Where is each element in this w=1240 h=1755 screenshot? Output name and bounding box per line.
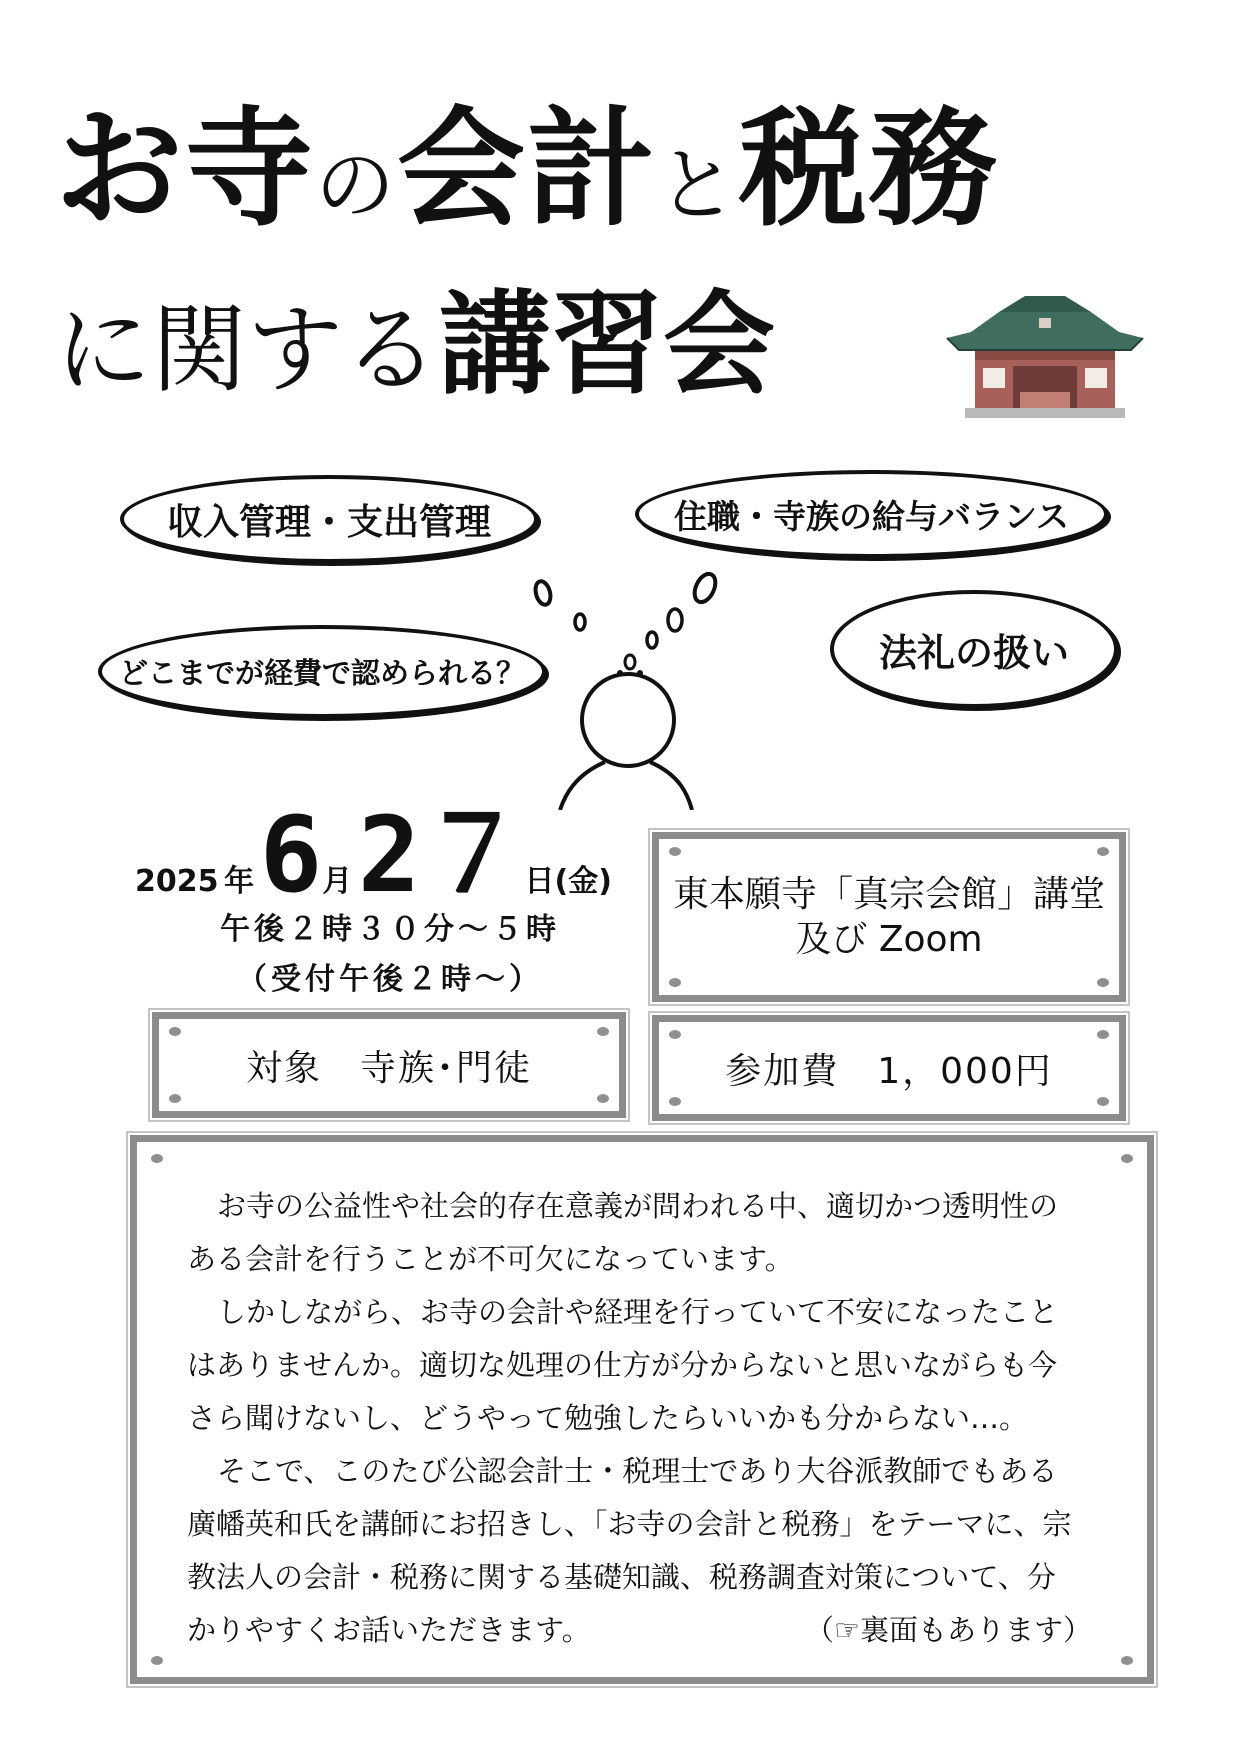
title-text: と (657, 139, 740, 232)
topic-bubble: どこまでが経費で認められる？ (98, 625, 546, 718)
month: 6 (259, 794, 323, 916)
thinking-person-illustration (520, 570, 820, 810)
topic-bubble: 収入管理・支出管理 (120, 475, 538, 563)
venue-line: 東本願寺「真宗会館」講堂 (672, 874, 1105, 915)
frame-nail (669, 978, 681, 987)
time-range: 午後２時３０分～５時 (220, 912, 560, 947)
paragraph-line (187, 1604, 1092, 1657)
frame-nail (151, 1154, 163, 1163)
event-date (135, 794, 612, 916)
frame-nail (597, 1094, 609, 1103)
frame-nail (1097, 1030, 1109, 1039)
paragraph-line: はありませんか。適切な処理の仕方が分からないと思いながらも今 (187, 1348, 1058, 1382)
month-unit: 月 (322, 864, 353, 899)
event-time (160, 905, 620, 1005)
frame-nail (169, 1027, 181, 1036)
topic-bubble: 法礼の扱い (830, 590, 1118, 708)
paragraph-last-text: かりやすくお話いただきます。 (187, 1613, 591, 1647)
paragraph-line: 教法人の会計・税務に関する基礎知識、税務調査対策について、分 (187, 1560, 1056, 1594)
temple-illustration (935, 290, 1155, 418)
venue-line: 及び Zoom (795, 919, 983, 960)
frame-nail (169, 1094, 181, 1103)
frame-nail (1097, 1097, 1109, 1106)
frame-nail (669, 847, 681, 856)
title-text: 税務 (739, 95, 1000, 244)
paragraph-line: そこで、このたび公認会計士・税理士であり大谷派教師でもある (217, 1454, 1058, 1488)
year: 2025 (135, 864, 219, 899)
frame-nail (1097, 847, 1109, 856)
reception-time: （受付午後２時～） (237, 962, 543, 997)
title-text: に関する (55, 294, 439, 406)
frame-nail (151, 1656, 163, 1665)
frame-nail (597, 1027, 609, 1036)
paragraph-line: さら聞けないし、どうやって勉強したらいいかも分からない…。 (187, 1401, 1029, 1435)
back-page-note: （☞裏面もあります） (805, 1613, 1092, 1647)
paragraph-line: しかしながら、お寺の会計や経理を行っていて不安になったこと (217, 1295, 1059, 1329)
title-line-1 (55, 95, 999, 261)
target-frame (152, 1012, 626, 1118)
title-text: お寺 (55, 95, 316, 244)
year-unit: 年 (224, 864, 255, 899)
topic-bubble: 住職・寺族の給与バランス (635, 470, 1108, 558)
fee-frame (652, 1015, 1126, 1121)
paragraph-line: お寺の公益性や社会的存在意義が問われる中、適切かつ透明性の (217, 1189, 1059, 1223)
venue-frame (652, 832, 1126, 1002)
day: 2７ (357, 794, 525, 916)
title-line-2 (55, 280, 775, 410)
description-text (187, 1180, 1092, 1657)
frame-nail (669, 1030, 681, 1039)
title-text: 講習会 (439, 280, 775, 410)
paragraph-line: ある会計を行うことが不可欠になっています。 (187, 1242, 794, 1276)
description-frame (130, 1135, 1154, 1684)
fee-text: 参加費 1，000円 (725, 1050, 1053, 1092)
paragraph-line: 廣幡英和氏を講師にお招きし、「お寺の会計と税務」をテーマに、宗 (187, 1507, 1072, 1541)
frame-nail (669, 1097, 681, 1106)
frame-nail (1121, 1154, 1133, 1163)
day-unit: 日(金) (524, 864, 612, 899)
title-text: の (315, 139, 398, 232)
target-text: 対象 寺族･門徒 (245, 1047, 532, 1089)
frame-nail (1121, 1656, 1133, 1665)
title-text: 会計 (397, 95, 658, 244)
frame-nail (1097, 978, 1109, 987)
